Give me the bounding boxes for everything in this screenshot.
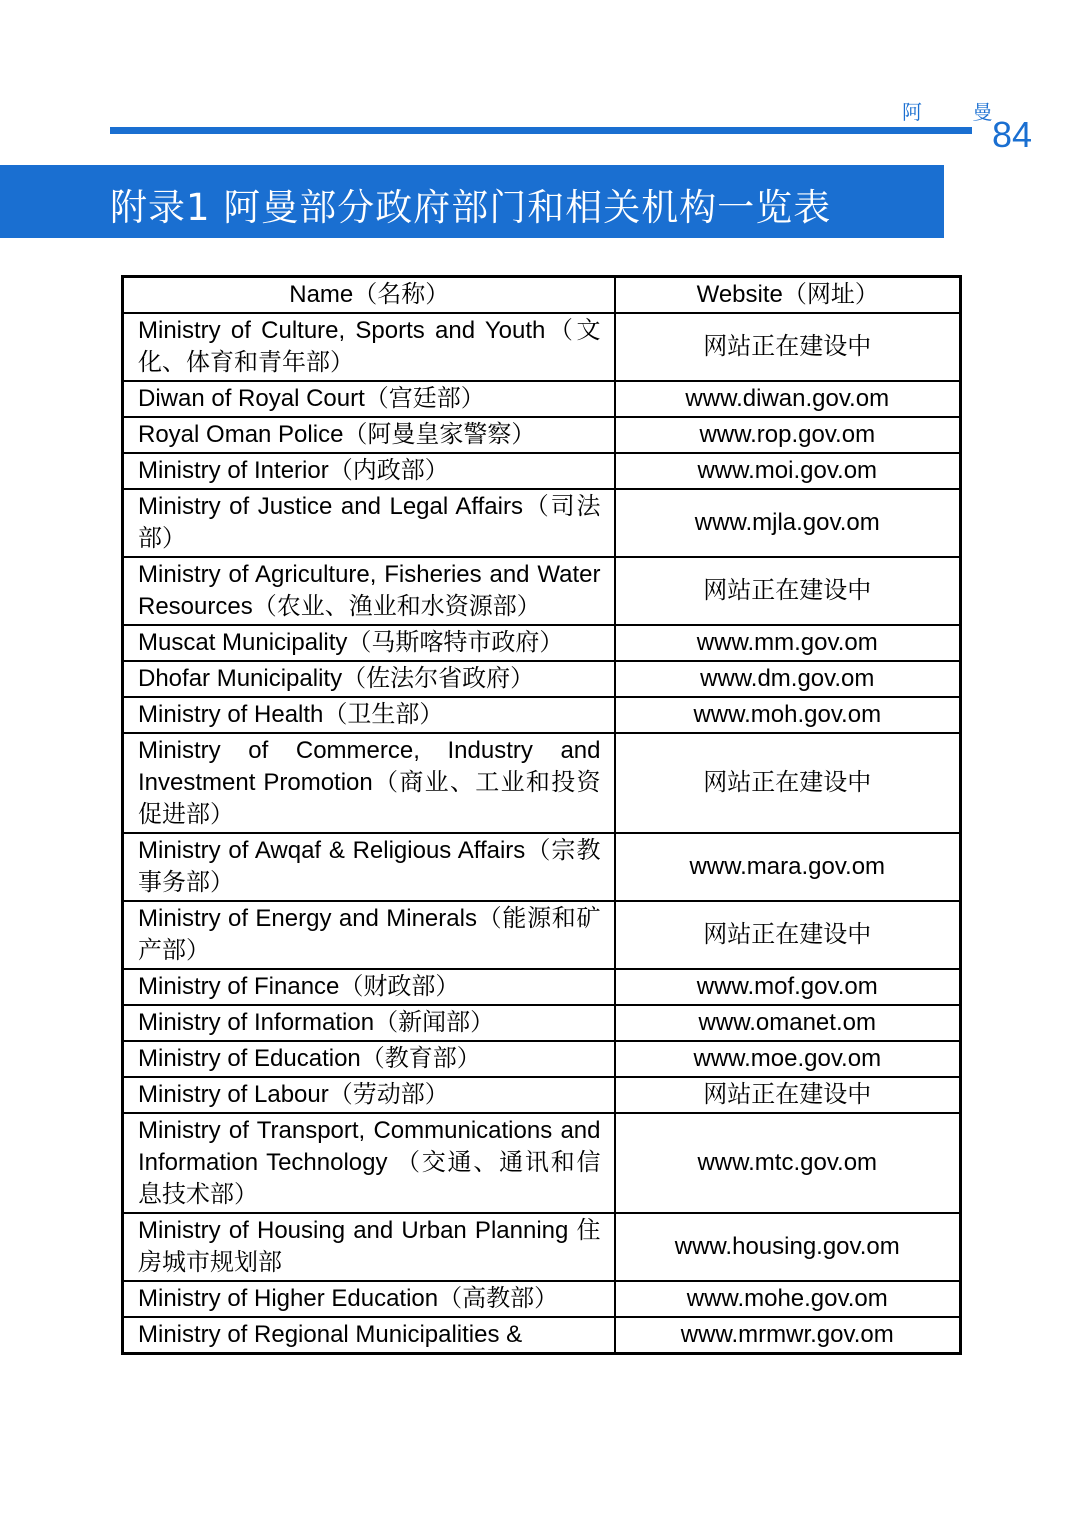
- agency-name: Ministry of Housing and Urban Planning 住房城市规划部: [123, 1213, 615, 1281]
- table-row: [123, 1281, 961, 1317]
- agency-website: www.omanet.om: [615, 1005, 961, 1041]
- table-header-row: [123, 277, 961, 314]
- agency-name: Ministry of Energy and Minerals（能源和矿产部）: [123, 901, 615, 969]
- agency-website: www.mtc.gov.om: [615, 1113, 961, 1213]
- table-row: [123, 969, 961, 1005]
- agency-website: 网站正在建设中: [615, 1077, 961, 1113]
- agency-name: Dhofar Municipality（佐法尔省政府）: [123, 661, 615, 697]
- table-row: [123, 417, 961, 453]
- agency-website: www.mof.gov.om: [615, 969, 961, 1005]
- agency-website: www.mjla.gov.om: [615, 489, 961, 557]
- agency-website: www.mm.gov.om: [615, 625, 961, 661]
- agency-name: Ministry of Higher Education（高教部）: [123, 1281, 615, 1317]
- agency-name: Ministry of Transport, Communications and Information Technology （交通、通讯和信息技术部）: [123, 1113, 615, 1213]
- agency-website: www.rop.gov.om: [615, 417, 961, 453]
- table-row: [123, 453, 961, 489]
- agency-name: Muscat Municipality（马斯喀特市政府）: [123, 625, 615, 661]
- table-row: [123, 733, 961, 833]
- table-row: [123, 1005, 961, 1041]
- running-head: 阿 曼: [902, 100, 1015, 124]
- table-row: [123, 697, 961, 733]
- agency-name: Ministry of Finance（财政部）: [123, 969, 615, 1005]
- agency-name: Ministry of Justice and Legal Affairs（司法部）: [123, 489, 615, 557]
- agency-name: Ministry of Culture, Sports and Youth（文化、体育和青年部）: [123, 313, 615, 381]
- agency-website: www.diwan.gov.om: [615, 381, 961, 417]
- table-row: [123, 489, 961, 557]
- agency-website: www.moh.gov.om: [615, 697, 961, 733]
- agency-website: www.moe.gov.om: [615, 1041, 961, 1077]
- table-row: [123, 313, 961, 381]
- page-title: 附录1 阿曼部分政府部门和相关机构一览表: [110, 186, 832, 229]
- table-row: [123, 1317, 961, 1354]
- agency-website: www.mohe.gov.om: [615, 1281, 961, 1317]
- table-row: [123, 901, 961, 969]
- agency-name: Ministry of Commerce, Industry and Investment Promotion（商业、工业和投资促进部）: [123, 733, 615, 833]
- table-row: [123, 381, 961, 417]
- agency-name: Ministry of Education（教育部）: [123, 1041, 615, 1077]
- table-row: [123, 557, 961, 625]
- agency-name: Ministry of Health（卫生部）: [123, 697, 615, 733]
- table-row: [123, 1077, 961, 1113]
- agency-website: www.mrmwr.gov.om: [615, 1317, 961, 1354]
- title-banner: [0, 165, 944, 238]
- table-body: [123, 313, 961, 1354]
- table-row: [123, 1041, 961, 1077]
- header-rule: [110, 127, 972, 134]
- table-row: [123, 1113, 961, 1213]
- table-row: [123, 833, 961, 901]
- page-number: 84: [992, 114, 1033, 155]
- agency-website: www.housing.gov.om: [615, 1213, 961, 1281]
- agency-website: www.dm.gov.om: [615, 661, 961, 697]
- column-header-website: Website（网址）: [615, 277, 961, 314]
- table-row: [123, 661, 961, 697]
- agency-website: 网站正在建设中: [615, 557, 961, 625]
- agency-website: 网站正在建设中: [615, 901, 961, 969]
- table-row: [123, 1213, 961, 1281]
- agency-name: Ministry of Information（新闻部）: [123, 1005, 615, 1041]
- agency-name: Diwan of Royal Court（宫廷部）: [123, 381, 615, 417]
- agency-website: www.moi.gov.om: [615, 453, 961, 489]
- agency-name: Ministry of Interior（内政部）: [123, 453, 615, 489]
- column-header-name: Name（名称）: [123, 277, 615, 314]
- agency-name: Ministry of Agriculture, Fisheries and Water Resources（农业、渔业和水资源部）: [123, 557, 615, 625]
- agency-name: Ministry of Awqaf & Religious Affairs（宗教事务部）: [123, 833, 615, 901]
- agency-name: Ministry of Labour（劳动部）: [123, 1077, 615, 1113]
- agency-website: 网站正在建设中: [615, 733, 961, 833]
- agency-name: Ministry of Regional Municipalities &: [123, 1317, 615, 1354]
- agency-website: 网站正在建设中: [615, 313, 961, 381]
- agency-name: Royal Oman Police（阿曼皇家警察）: [123, 417, 615, 453]
- government-agencies-table: [121, 275, 962, 1355]
- agency-website: www.mara.gov.om: [615, 833, 961, 901]
- table-row: [123, 625, 961, 661]
